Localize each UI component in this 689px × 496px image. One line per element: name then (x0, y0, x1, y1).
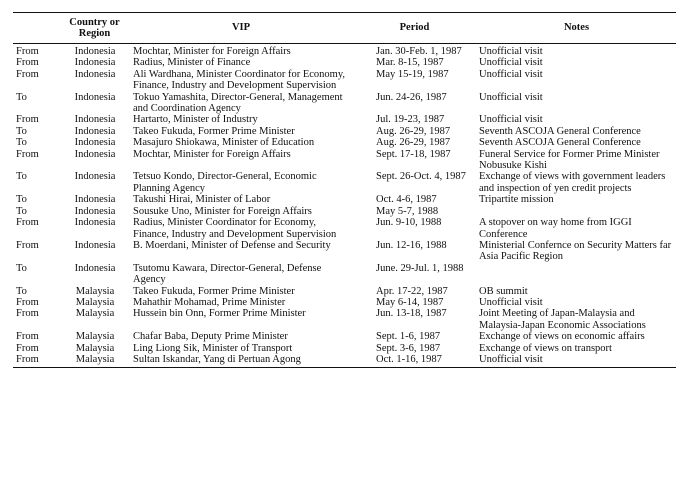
country-cell: Indonesia (74, 91, 116, 103)
vip-cell: Hartarto, Minister of Industry (133, 114, 258, 126)
direction-cell: From (16, 57, 39, 69)
header-notes: Notes (477, 13, 676, 44)
vip-cell: Mochtar, Minister for Foreign Affairs (133, 148, 291, 160)
direction-cell: From (16, 296, 39, 308)
table-row (13, 92, 676, 115)
direction-cell: To (16, 171, 27, 183)
notes-cell: Seventh ASCOJA General Conference (479, 137, 641, 149)
notes-cell: Seventh ASCOJA General Conference (479, 125, 641, 137)
country-cell: Indonesia (74, 46, 116, 57)
notes-cell: Unofficial visit (479, 57, 543, 69)
vip-cell: Mochtar, Minister for Foreign Affairs (133, 46, 291, 57)
table-row (13, 354, 676, 368)
table-row (13, 297, 676, 308)
vip-cell: Sultan Iskandar, Yang di Pertuan Agong (130, 354, 352, 368)
country-cell: Indonesia (74, 68, 116, 80)
notes-cell: Exchange of views on economic affairs (479, 331, 645, 343)
vip-cell: Ali Wardhana, Minister Coordinator for Economy, Finance, Industry and Development Supervision (133, 68, 346, 92)
country-cell: Malaysia (75, 296, 115, 308)
table-body (13, 44, 676, 368)
table-row (13, 126, 676, 137)
direction-cell: From (16, 217, 39, 229)
country-cell: Malaysia (75, 308, 115, 320)
period-cell: Sept. 3-6, 1987 (376, 342, 441, 354)
notes-cell: A stopover on way home from IGGI Conference (479, 217, 632, 240)
table-row (13, 206, 676, 217)
vip-cell: Radius, Minister Coordinator for Economy, Finance, Industry and Development Supervision (133, 217, 337, 240)
header-vip: VIP (130, 13, 352, 44)
vip-cell: Takeo Fukuda, Former Prime Minister (133, 285, 295, 297)
country-cell: Indonesia (74, 148, 116, 160)
table-row (13, 343, 676, 354)
table-header (13, 13, 676, 44)
header-direction (13, 13, 59, 44)
notes-cell: Unofficial visit (479, 91, 543, 103)
direction-cell: From (16, 46, 39, 57)
table-row (13, 286, 676, 297)
table-row (13, 69, 676, 92)
period-cell: Sept. 26-Oct. 4, 1987 (376, 171, 466, 183)
vip-visits-table (13, 12, 676, 368)
period-cell: June. 29-Jul. 1, 1988 (376, 262, 464, 274)
notes-cell: Tripartite mission (479, 194, 554, 206)
direction-cell: From (16, 331, 39, 343)
vip-cell: Ling Liong Sik, Minister of Transport (133, 342, 293, 354)
header-period: Period (352, 13, 477, 44)
vip-cell: Tetsuo Kondo, Director-General, Economic Planning Agency (133, 171, 317, 194)
header-row (13, 13, 676, 44)
notes-cell: Joint Meeting of Japan-Malaysia and Malaysia-Japan Economic Associations (479, 308, 646, 331)
vip-cell: B. Moerdani, Minister of Defense and Security (133, 239, 331, 251)
period-cell: May 5-7, 1988 (376, 205, 439, 217)
notes-cell: Unofficial visit (479, 114, 543, 126)
period-cell: Aug. 26-29, 1987 (376, 125, 451, 137)
notes-cell: Unofficial visit (479, 68, 543, 80)
notes-cell (477, 263, 676, 286)
vip-cell: Radius, Minister of Finance (133, 57, 251, 69)
period-cell: May 15-19, 1987 (376, 68, 449, 80)
period-cell: Jun. 13-18, 1987 (376, 308, 447, 320)
direction-cell: From (16, 308, 39, 320)
notes-cell: OB summit (479, 285, 528, 297)
country-cell: Indonesia (74, 114, 116, 126)
direction-cell: From (16, 68, 39, 80)
table-row (13, 149, 676, 172)
table-row (13, 331, 676, 342)
country-cell: Malaysia (75, 342, 115, 354)
country-cell: Indonesia (74, 217, 116, 229)
vip-cell: Mahathir Mohamad, Prime Minister (133, 296, 286, 308)
notes-cell: Unofficial visit (479, 296, 543, 308)
table-row (13, 263, 676, 286)
country-cell: Indonesia (74, 137, 116, 149)
header-country: Country or Region (59, 13, 130, 44)
table-row (13, 114, 676, 125)
direction-cell: To (16, 205, 27, 217)
table-row (13, 137, 676, 148)
direction-cell: To (16, 137, 27, 149)
table-row (13, 308, 676, 331)
notes-cell: Funeral Service for Former Prime Minister Nobusuke Kishi (479, 148, 660, 172)
period-cell: Oct. 1-16, 1987 (352, 354, 477, 368)
direction-cell: To (16, 285, 27, 297)
period-cell: Jun. 24-26, 1987 (376, 91, 447, 103)
country-cell: Indonesia (74, 57, 116, 69)
vip-cell: Takushi Hirai, Minister of Labor (133, 194, 271, 206)
table-row (13, 217, 676, 240)
vip-cell: Masajuro Shiokawa, Minister of Education (133, 137, 315, 149)
period-cell: Mar. 8-15, 1987 (376, 57, 444, 69)
notes-cell (477, 206, 676, 217)
vip-cell: Hussein bin Onn, Former Prime Minister (133, 308, 306, 320)
country-cell: Indonesia (74, 205, 116, 217)
country-cell: Indonesia (74, 262, 116, 274)
table-row (13, 240, 676, 263)
vip-cell: Sousuke Uno, Minister for Foreign Affairs (133, 205, 312, 217)
direction-cell: From (16, 342, 39, 354)
direction-cell: From (16, 239, 39, 251)
period-cell: May 6-14, 1987 (376, 296, 444, 308)
direction-cell: From (16, 148, 39, 160)
table-row (13, 44, 676, 58)
period-cell: Jun. 12-16, 1988 (376, 239, 447, 251)
notes-cell: Unofficial visit (477, 354, 676, 368)
notes-cell: Exchange of views on transport (479, 342, 612, 354)
period-cell: Aug. 26-29, 1987 (376, 137, 451, 149)
notes-cell: Unofficial visit (479, 46, 543, 57)
period-cell: Jul. 19-23, 1987 (376, 114, 445, 126)
direction-cell: From (16, 114, 39, 126)
country-cell: Malaysia (75, 285, 115, 297)
direction-cell: To (16, 125, 27, 137)
country-cell: Malaysia (75, 331, 115, 343)
country-cell: Indonesia (74, 125, 116, 137)
notes-cell: Ministerial Confernce on Security Matters far Asia Pacific Region (479, 239, 672, 263)
visits-table-page (13, 12, 676, 486)
direction-cell: To (16, 194, 27, 206)
country-cell: Indonesia (74, 171, 116, 183)
country-cell: Indonesia (74, 239, 116, 251)
table-row (13, 194, 676, 205)
vip-cell: Tokuo Yamashita, Director-General, Management and Coordination Agency (133, 91, 343, 115)
vip-cell: Chafar Baba, Deputy Prime Minister (133, 331, 288, 343)
direction-cell: To (16, 91, 27, 103)
period-cell: Sept. 17-18, 1987 (376, 148, 451, 160)
table-row (13, 171, 676, 194)
notes-cell: Exchange of views with government leaders and inspection of yen credit projects (479, 171, 666, 194)
period-cell: Apr. 17-22, 1987 (376, 285, 448, 297)
period-cell: Jan. 30-Feb. 1, 1987 (376, 46, 462, 57)
vip-cell: Tsutomu Kawara, Director-General, Defense Agency (133, 262, 322, 286)
vip-cell: Takeo Fukuda, Former Prime Minister (133, 125, 295, 137)
direction-cell: From (13, 354, 59, 368)
period-cell: Jun. 9-10, 1988 (376, 217, 442, 229)
direction-cell: To (16, 262, 27, 274)
period-cell: Sept. 1-6, 1987 (376, 331, 441, 343)
country-cell: Indonesia (74, 194, 116, 206)
table-row (13, 57, 676, 68)
period-cell: Oct. 4-6, 1987 (376, 194, 437, 206)
country-cell: Malaysia (59, 354, 130, 368)
